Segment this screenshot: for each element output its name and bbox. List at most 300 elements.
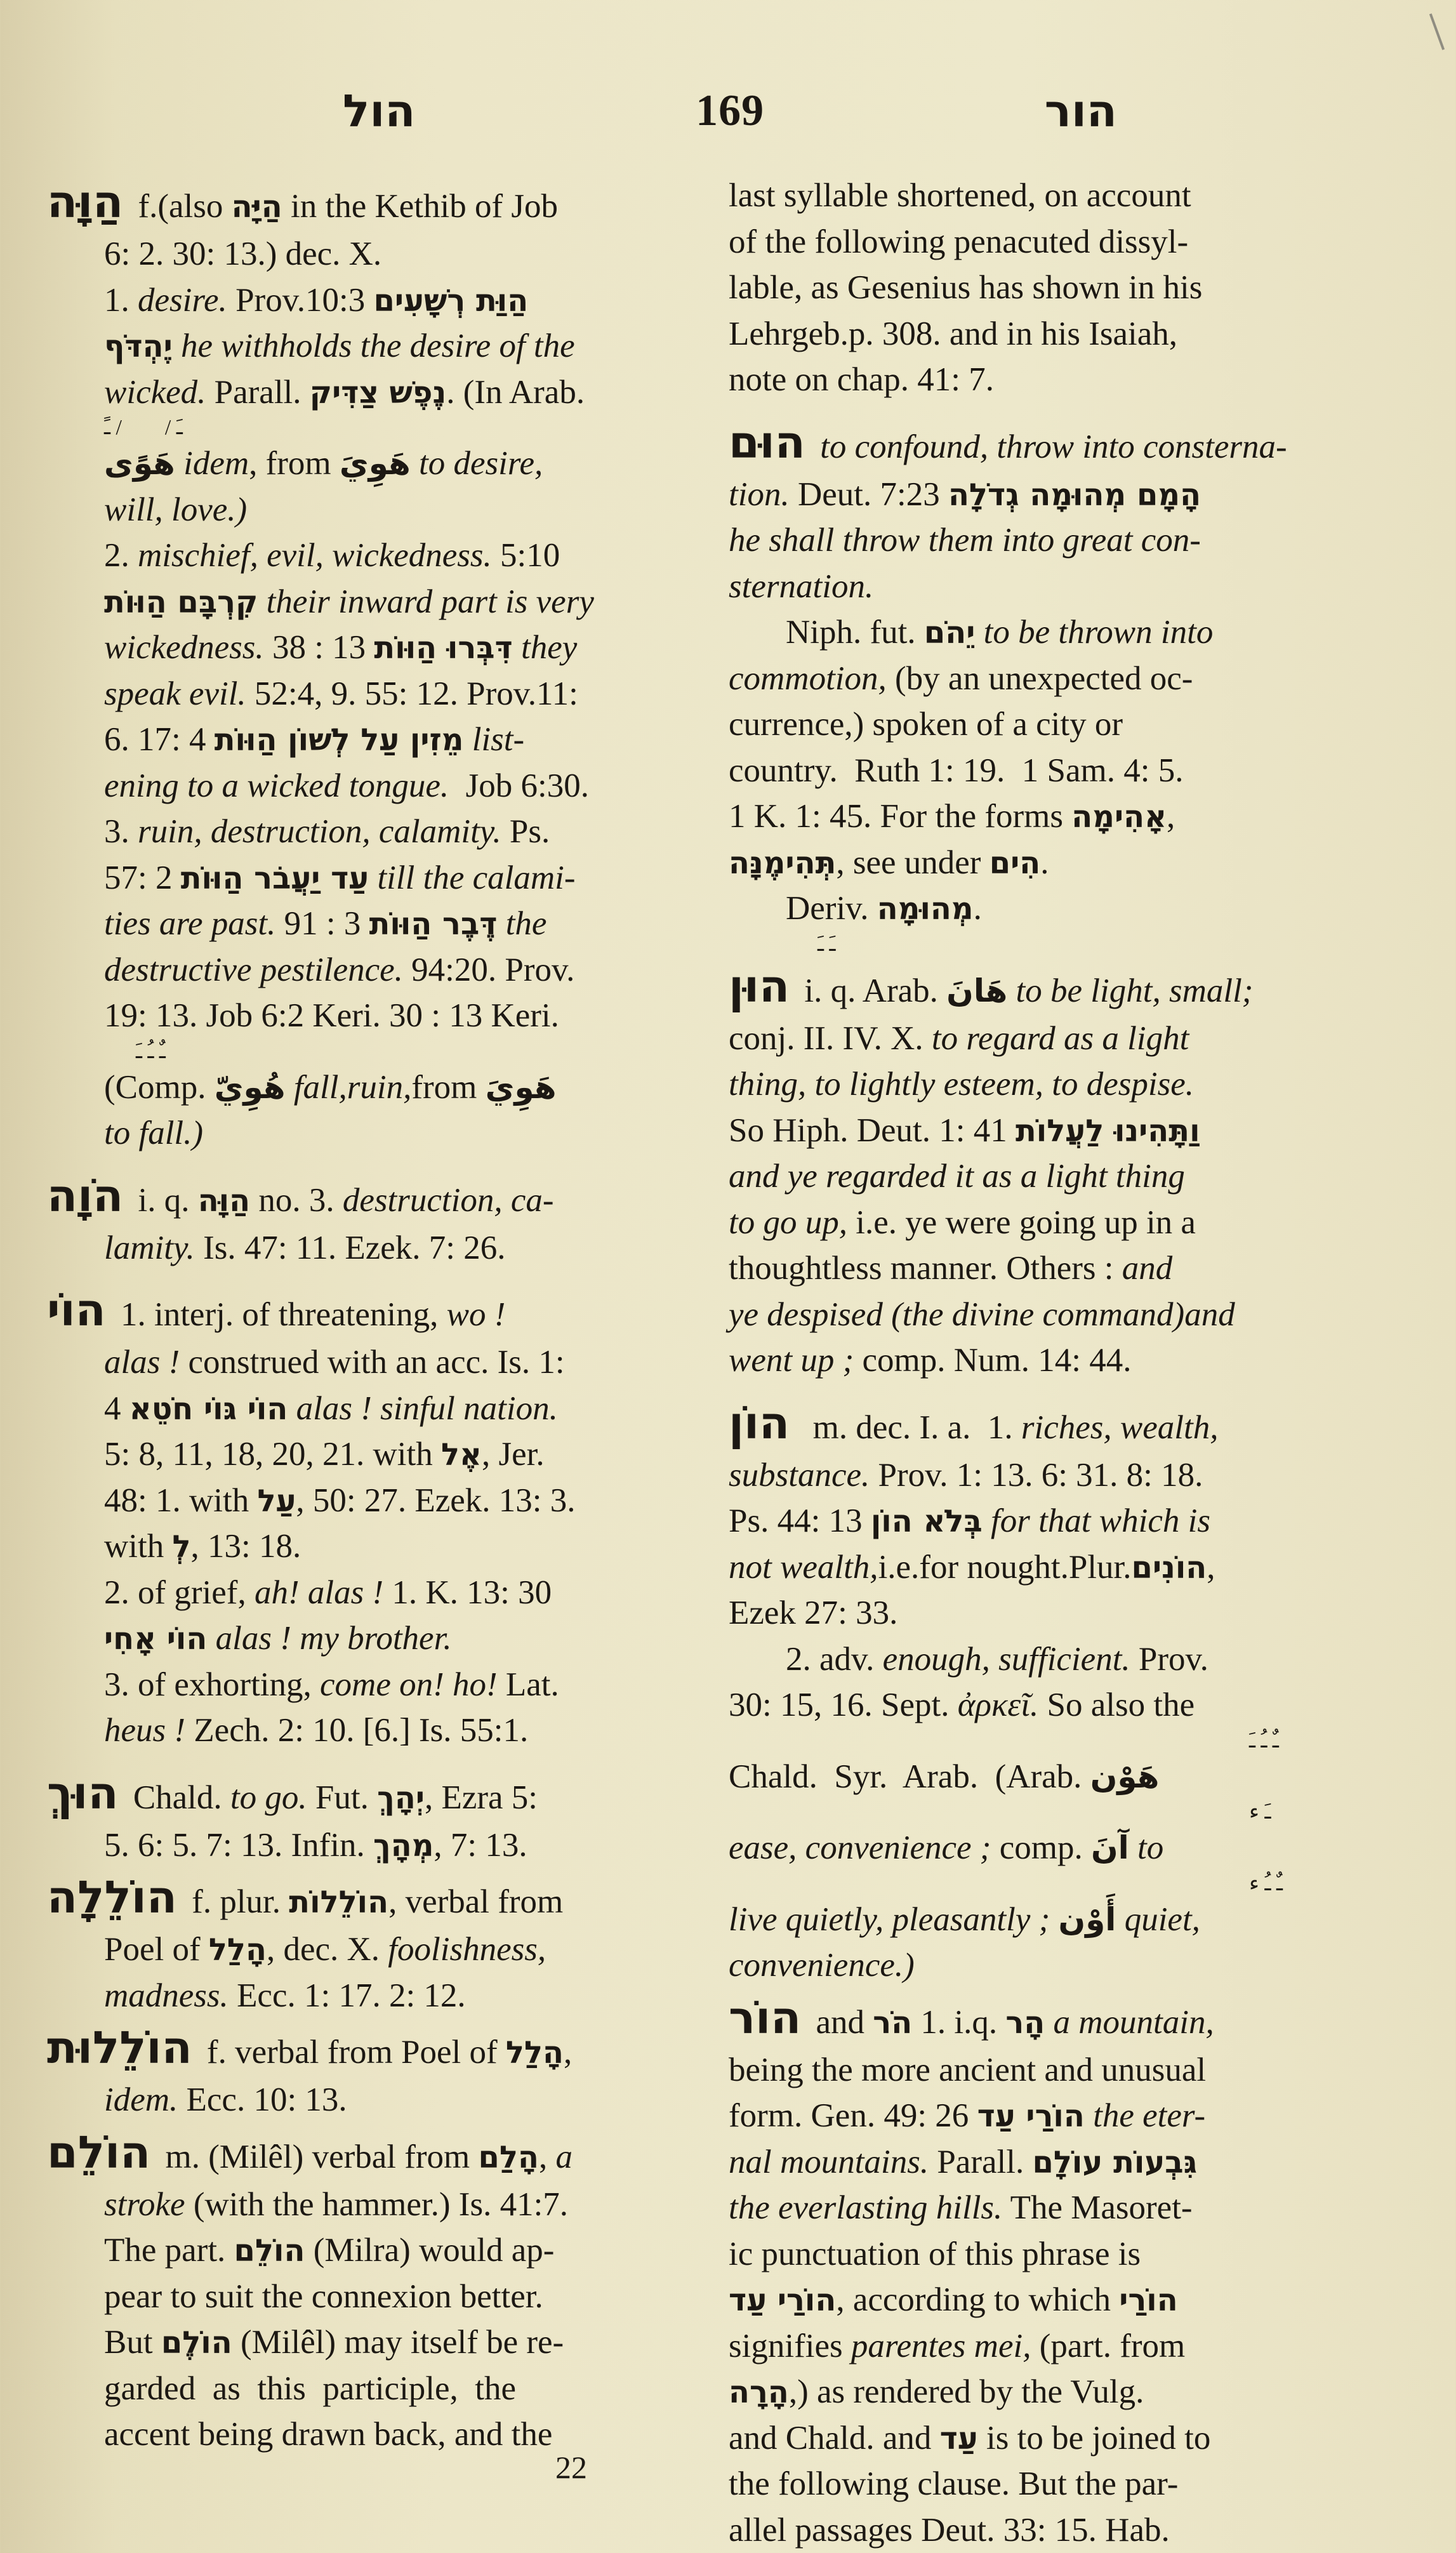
text-run: 57: 2 (104, 859, 181, 896)
text-line (47, 625, 701, 671)
text-run: ـَ ـَ (817, 932, 835, 956)
hebrew-word: הַיָּה (232, 189, 282, 225)
hebrew-word: יֶהְדֹּף (104, 329, 173, 364)
text-run: i.e. ye were going up in a (847, 1204, 1196, 1241)
italic-gloss: ening to a wicked tongue. (104, 767, 449, 804)
hebrew-word: עַד יַעֲבֹר הַוּוֹת (181, 861, 369, 896)
hebrew-word: לְ (172, 1529, 190, 1565)
text-line (729, 2369, 1389, 2415)
dictionary-entry-head (47, 1167, 701, 1225)
text-run: country. Ruth 1: 19. 1 Sam. 4: 5. (729, 752, 1183, 789)
text-run (983, 1502, 991, 1539)
italic-gloss: to confound, throw into consterna- (820, 428, 1287, 465)
vowel-marks (729, 1871, 1389, 1897)
hebrew-word: דִּבְּרוּ הַוּוֹת (374, 630, 512, 666)
text-run (1050, 1901, 1058, 1938)
text-run: the following clause. But the par- (729, 2465, 1178, 2502)
italic-gloss: the everlasting hills. (729, 2189, 1002, 2226)
text-run: Job 6:30. (449, 767, 589, 804)
text-run: . (974, 890, 982, 927)
text-run: Niph. fut. (786, 614, 924, 651)
italic-gloss: ruin, destruction, calamity. (138, 813, 501, 850)
text-run: note on chap. 41: 7. (729, 361, 994, 398)
text-line (729, 1754, 1389, 1800)
italic-gloss: ἀρκεῖ. (958, 1687, 1039, 1723)
text-run (288, 1390, 296, 1427)
text-run: ic punctuation of this phrase is (729, 2236, 1141, 2272)
italic-gloss: stroke (104, 2186, 185, 2223)
text-run: Ps. (501, 813, 550, 850)
text-line (729, 1498, 1389, 1544)
text-line (729, 173, 1389, 219)
hebrew-word: קִרְבָּם הַוּוֹת (104, 585, 258, 620)
text-run: thoughtless manner. Others : (729, 1250, 1122, 1287)
text-line (729, 1200, 1389, 1246)
text-line (47, 1615, 701, 1662)
text-run: 4 (104, 1390, 129, 1427)
text-run: Lehrgeb.p. 308. and in his Isaiah, (729, 315, 1177, 352)
text-line (729, 2277, 1389, 2323)
text-run: Ecc. 10: 13. (178, 2081, 347, 2118)
dictionary-entry-head (47, 2123, 701, 2182)
text-line (729, 1016, 1389, 1062)
text-run: i.e.for nought.Plur. (878, 1549, 1132, 1586)
text-line (47, 717, 701, 763)
italic-gloss: speak evil. (104, 675, 246, 712)
text-run: 1. (104, 282, 138, 319)
text-line (47, 323, 701, 369)
text-run: Prov. (1130, 1641, 1208, 1678)
italic-gloss: ease, convenience ; (729, 1829, 991, 1866)
running-head (343, 76, 1117, 146)
text-line (47, 487, 701, 533)
text-run: (Comp. (104, 1069, 215, 1106)
text-run: comp. (991, 1829, 1091, 1866)
text-run: So Hiph. Deut. 1: 41 (729, 1112, 1016, 1149)
text-run: Chald. (125, 1779, 230, 1816)
hebrew-word: הוֹלֵלוֹת (289, 1885, 388, 1920)
hebrew-word: הָלַל (209, 1932, 267, 1968)
hebrew-word: מֵזִין עַל לְשׁוֹן הַוּוֹת (215, 722, 464, 758)
text-line (47, 947, 701, 993)
text-line (729, 1153, 1389, 1200)
text-run (175, 445, 183, 482)
dictionary-entry-head (47, 1868, 701, 1926)
text-line (729, 311, 1389, 357)
text-line (729, 357, 1389, 403)
hebrew-word: הַוָּה (198, 1183, 250, 1219)
text-line (729, 1337, 1389, 1384)
italic-gloss: riches, wealth, (1021, 1409, 1219, 1446)
text-line (729, 1682, 1389, 1728)
text-run: Ezek 27: 33. (729, 1595, 897, 1631)
italic-gloss: a (555, 2139, 572, 2175)
text-run: Prov.10:3 (227, 282, 374, 319)
text-line (729, 609, 1389, 656)
running-head-left-word: הול (343, 85, 415, 137)
text-line (729, 1544, 1389, 1591)
text-line (729, 2461, 1389, 2507)
text-run: 52:4, 9. 55: 12. Prov.11: (246, 675, 578, 712)
italic-gloss: parentes mei, (851, 2328, 1031, 2364)
text-line (729, 517, 1389, 564)
text-line (729, 2507, 1389, 2553)
text-run: But (104, 2324, 161, 2361)
text-line (47, 993, 701, 1039)
text-run: 5:10 (492, 537, 560, 574)
text-run (173, 328, 181, 364)
italic-gloss: madness. (104, 1977, 228, 2014)
italic-gloss: idem (183, 445, 249, 482)
text-run: Parall. (929, 2144, 1032, 2180)
italic-gloss: wicked. (104, 374, 206, 411)
text-line (729, 748, 1389, 794)
hebrew-word: הַוַּת רְשָׁעִים (373, 283, 528, 319)
text-run: and Chald. and (729, 2420, 940, 2457)
italic-gloss: the eter- (1093, 2097, 1205, 2134)
italic-gloss: to desire, (419, 445, 543, 482)
text-run (207, 1620, 215, 1657)
text-run: Chald. Syr. Arab. (Arab. (729, 1758, 1090, 1795)
text-run: (Milra) would ap- (305, 2232, 554, 2269)
text-run: i. q. Arab. (796, 972, 946, 1009)
italic-gloss: wickedness. (104, 629, 264, 666)
text-run: Parall. (206, 374, 309, 411)
text-run: 5: 8, 11, 18, 20, 21. with (104, 1436, 441, 1473)
hebrew-word: הָמָם מְהוּמָה גְדֹלָה (948, 477, 1201, 513)
text-run: 1. interj. of threatening, (112, 1296, 447, 1333)
text-run: (with the hammer.) Is. 41:7. (185, 2186, 569, 2223)
text-run: The part. (104, 2232, 234, 2269)
text-line (47, 1570, 701, 1616)
text-line (47, 441, 701, 487)
dictionary-entry-head (47, 1764, 701, 1822)
italic-gloss: to go up, (729, 1204, 847, 1241)
text-run: ـَ / / ـً (104, 416, 183, 439)
hebrew-word: גִּבְעוֹת עוֹלָם (1032, 2145, 1197, 2180)
text-run: 94:20. Prov. (403, 952, 574, 988)
italic-gloss: to (1137, 1829, 1163, 1866)
text-line (729, 472, 1389, 518)
hebrew-word: הוֹלֵם (234, 2233, 305, 2269)
headword: הוּם (729, 413, 805, 472)
text-run: of the following penacuted dissyl- (729, 223, 1188, 260)
text-run: ـٌ ـُ ـَ (1249, 1729, 1279, 1753)
text-run: 6: 2. 30: 13.) dec. X. (104, 235, 381, 272)
hebrew-word: עַל (257, 1483, 296, 1519)
text-run: , 7: 13. (433, 1827, 527, 1864)
text-line (47, 1225, 701, 1271)
vowel-marks (729, 932, 1389, 957)
text-line (47, 1386, 701, 1432)
text-run: , Ezra 5: (425, 1779, 538, 1816)
hebrew-word: אֶל (441, 1437, 482, 1473)
text-line (47, 2077, 701, 2123)
text-run: . (1040, 844, 1049, 881)
text-line (729, 1292, 1389, 1338)
text-run: Poel of (104, 1931, 209, 1968)
arabic-word: هُوِيّ (215, 1069, 286, 1106)
text-line (729, 1897, 1389, 1943)
hebrew-word: הוֹנִים (1132, 1550, 1207, 1586)
text-line (47, 671, 701, 717)
arabic-word: هَوِيَ (486, 1069, 557, 1106)
text-run (1007, 972, 1016, 1009)
text-run (812, 428, 820, 465)
italic-gloss: their inward part is very (267, 583, 594, 620)
text-run: (part. from (1031, 2328, 1185, 2364)
italic-gloss: live quietly, pleasantly ; (729, 1901, 1050, 1938)
text-line (47, 901, 701, 947)
text-run (369, 859, 377, 896)
text-run (513, 629, 521, 666)
text-line (729, 1061, 1389, 1108)
text-run: 30: 15, 16. Sept. (729, 1687, 958, 1723)
text-line (729, 1590, 1389, 1636)
text-run: lable, as Gesenius has shown in his (729, 269, 1202, 306)
text-run: being the more ancient and unusual (729, 2052, 1206, 2088)
dictionary-entry-head (729, 413, 1389, 472)
text-run: 19: 13. Job 6:2 Keri. 30 : 13 Keri. (104, 997, 559, 1034)
italic-gloss: till the calami- (377, 859, 575, 896)
text-run: garded as this participle, the (104, 2370, 516, 2407)
text-line (729, 2093, 1389, 2139)
hebrew-word: מְהָךְ (373, 1828, 433, 1864)
text-run: ,) as rendered by the Vulg. (789, 2373, 1144, 2410)
dictionary-entry-head (47, 2019, 701, 2077)
hebrew-word: תְּהִימֶנָּה (729, 845, 836, 881)
text-run: . (In Arab. (446, 374, 585, 411)
arabic-word: هَوًى (104, 445, 175, 482)
text-line (47, 1064, 701, 1111)
headword: הוּךְ (47, 1764, 119, 1822)
text-run (463, 721, 472, 758)
text-line (47, 277, 701, 324)
text-line (729, 2231, 1389, 2278)
text-run: , (1167, 798, 1175, 835)
text-line (47, 231, 701, 277)
arabic-word: أَوْن (1059, 1901, 1116, 1938)
hebrew-word: הָר (1005, 2005, 1045, 2041)
hebrew-word: הָלַל (506, 2035, 564, 2071)
text-line (729, 1825, 1389, 1871)
italic-gloss: enough, sufficient. (883, 1641, 1130, 1678)
italic-gloss: not wealth, (729, 1549, 878, 1586)
page-number: 169 (696, 86, 764, 136)
text-run: Zech. 2: 10. [6.] Is. 55:1. (185, 1712, 528, 1749)
text-run: , 13: 18. (191, 1528, 301, 1565)
text-line (729, 840, 1389, 886)
headword: הַוָּה (47, 173, 123, 231)
text-run: conj. II. IV. X. (729, 1020, 932, 1057)
hebrew-word: הָרָה (729, 2375, 789, 2410)
hebrew-word: מְהוּמָה (877, 891, 974, 927)
text-run: 3. of exhorting, (104, 1666, 320, 1703)
text-line (47, 1926, 701, 1973)
signature-mark: 22 (508, 2449, 635, 2486)
text-line (47, 1822, 701, 1869)
text-run: 5. 6: 5. 7: 13. Infin. (104, 1827, 373, 1864)
italic-gloss: alas ! my brother. (216, 1620, 452, 1657)
arabic-word: هَوِيَ (340, 445, 411, 482)
text-line (47, 2366, 701, 2412)
text-line (47, 1110, 701, 1157)
italic-gloss: went up ; (729, 1342, 854, 1379)
dictionary-entry-head (729, 1394, 1389, 1452)
italic-gloss: heus ! (104, 1712, 185, 1749)
text-run: , verbal from (388, 1883, 563, 1920)
italic-gloss: desire. (138, 282, 227, 319)
text-line (729, 219, 1389, 265)
dictionary-entry-head (729, 1989, 1389, 2047)
italic-gloss: list- (472, 721, 524, 758)
text-line (47, 809, 701, 855)
text-run: construed with an acc. Is. 1: (180, 1344, 564, 1381)
headword: הֹוָה (47, 1167, 123, 1225)
text-run: , (1207, 1549, 1215, 1586)
vowel-marks (47, 1039, 701, 1064)
italic-gloss: nal mountains. (729, 2144, 929, 2180)
text-run: currence,) spoken of a city or (729, 706, 1123, 743)
text-run (258, 583, 266, 620)
text-run (1085, 2097, 1093, 2134)
italic-gloss: thing, to lightly esteem, to despise. (729, 1066, 1194, 1103)
text-line (47, 579, 701, 625)
hebrew-word: הוֹלֶם (161, 2325, 232, 2361)
text-run: comp. Num. 14: 44. (854, 1342, 1131, 1379)
hebrew-word: וַתָּהִינוּ לַעֲלוֹת (1016, 1113, 1200, 1149)
italic-gloss: and ye regarded it as a light thing (729, 1158, 1185, 1195)
text-run: ـَ ء (1249, 1800, 1271, 1824)
hebrew-word: נֶפֶשׁ צַדִּיק (310, 375, 446, 411)
text-run: , (539, 2139, 556, 2175)
text-run: from (411, 1069, 485, 1106)
headword: הוֹר (729, 1989, 801, 2047)
text-line (729, 2047, 1389, 2093)
scan-mark (1429, 13, 1445, 50)
text-line (47, 855, 701, 901)
text-line (47, 2319, 701, 2366)
italic-gloss: destruction, ca- (343, 1182, 554, 1219)
text-line (729, 1108, 1389, 1154)
right-column (729, 173, 1389, 2553)
text-run (1129, 1829, 1137, 1866)
italic-gloss: quiet, (1125, 1901, 1200, 1938)
hebrew-word: הוֹרַי עַד (729, 2283, 836, 2318)
text-run: 91 : 3 (275, 905, 369, 942)
italic-gloss: tion. (729, 476, 790, 513)
text-run: 2. of grief, (104, 1574, 255, 1611)
left-column (47, 173, 701, 2458)
text-line (47, 1662, 701, 1708)
hebrew-word: אָהִימָה (1071, 799, 1167, 835)
text-line (729, 265, 1389, 311)
text-run (411, 445, 419, 482)
text-line (729, 1452, 1389, 1499)
text-line (729, 2139, 1389, 2185)
hebrew-word: בְּלֹא הוֹן (871, 1504, 983, 1539)
italic-gloss: to go. (230, 1779, 307, 1816)
hebrew-word: הוֹרַי עַד (977, 2099, 1085, 2134)
text-run: allel passages Deut. 33: 15. Hab. (729, 2512, 1170, 2549)
text-run: f. verbal from Poel of (199, 2034, 506, 2071)
text-run (1045, 2004, 1053, 2041)
text-line (729, 2415, 1389, 2462)
italic-gloss: they (521, 629, 577, 666)
italic-gloss: he shall throw them into great con- (729, 522, 1201, 559)
text-run: Deriv. (786, 890, 877, 927)
text-line (47, 533, 701, 579)
text-run: 2. (104, 537, 138, 574)
italic-gloss: mischief, evil, wickedness. (138, 537, 492, 574)
text-line (729, 2323, 1389, 2370)
text-run (497, 905, 505, 942)
text-run: accent being drawn back, and the (104, 2416, 552, 2453)
text-line (47, 1339, 701, 1386)
running-head-right-word: הור (1045, 85, 1117, 137)
headword: הוֹלֵלָה (47, 1868, 177, 1926)
text-run: 3. (104, 813, 138, 850)
text-run: , see under (836, 844, 989, 881)
text-run: 6. 17: 4 (104, 721, 215, 758)
hebrew-word: הִים (989, 845, 1041, 881)
italic-gloss: ah! alas ! (255, 1574, 383, 1611)
text-line (729, 656, 1389, 702)
italic-gloss: destructive pestilence. (104, 952, 403, 988)
text-run: Ecc. 1: 17. 2: 12. (228, 1977, 466, 2014)
text-run: 48: 1. with (104, 1482, 257, 1519)
dictionary-entry-head (47, 1281, 701, 1339)
text-run: is to be joined to (978, 2420, 1211, 2457)
text-line (47, 1523, 701, 1570)
italic-gloss: substance. (729, 1457, 870, 1494)
italic-gloss: he withholds the desire of the (181, 328, 575, 364)
text-line (729, 701, 1389, 748)
text-run: last syllable shortened, on account (729, 177, 1191, 214)
text-run: Fut. (307, 1779, 377, 1816)
hebrew-word: הוֹי אָחִי (104, 1621, 207, 1657)
text-line (47, 1973, 701, 2019)
italic-gloss: alas ! sinful nation. (296, 1390, 558, 1427)
text-line (729, 1942, 1389, 1989)
text-line (47, 1431, 701, 1478)
italic-gloss: for that which is (991, 1502, 1210, 1539)
text-run: 38 : 13 (264, 629, 374, 666)
text-line (729, 1636, 1389, 1683)
headword: הוֹי (47, 1281, 106, 1339)
text-line (729, 2185, 1389, 2231)
hebrew-word: דֶּבֶר הַוּוֹת (369, 906, 498, 942)
italic-gloss: sternation. (729, 568, 873, 605)
text-run: Lat. (498, 1666, 559, 1703)
text-run (1116, 1901, 1124, 1938)
vowel-marks (47, 415, 701, 441)
hebrew-word: הָלַם (479, 2140, 539, 2175)
text-line (47, 369, 701, 416)
text-run: (Milêl) may itself be re- (232, 2324, 564, 2361)
dictionary-entry-head (729, 957, 1389, 1016)
italic-gloss: come on! ho! (320, 1666, 498, 1703)
italic-gloss: ye despised (the divine command)and (729, 1296, 1235, 1333)
hebrew-word: הֹר (873, 2005, 912, 2041)
text-line (47, 1478, 701, 1524)
text-line (47, 2274, 701, 2320)
italic-gloss: idem. (104, 2081, 178, 2118)
text-run: , 50: 27. Ezek. 13: 3. (296, 1482, 575, 1519)
text-line (729, 564, 1389, 610)
italic-gloss: convenience.) (729, 1947, 915, 1984)
arabic-word: هَوْن (1090, 1758, 1160, 1795)
